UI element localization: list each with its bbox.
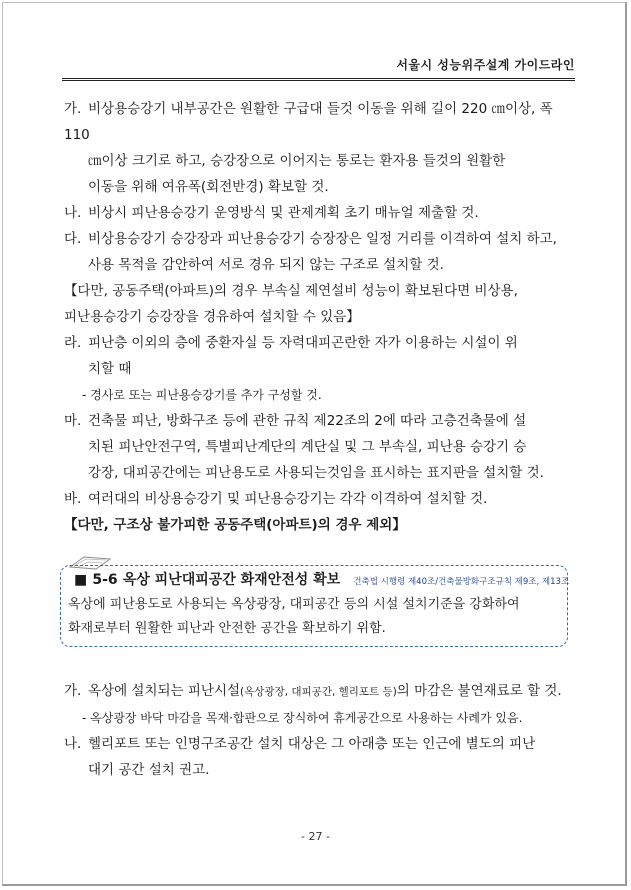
section-legal-reference: 건축법 시행령 제40조/건축물방화구조규칙 제9조, 제13조 bbox=[353, 577, 570, 587]
item-marker: 마. bbox=[64, 413, 82, 429]
list-item-ba bbox=[64, 486, 576, 512]
list-item-na-rooftop bbox=[64, 731, 576, 783]
exception-note: 피난용승강기 승강장을 경유하여 설치할 수 있음】 bbox=[64, 309, 360, 325]
section-heading bbox=[74, 569, 569, 589]
description-line: 화재로부터 원활한 피난과 안전한 공간을 확보하기 위함. bbox=[68, 621, 386, 636]
item-text: 비상시 피난용승강기 운영방식 및 관제계획 초기 매뉴얼 제출할 것. bbox=[88, 205, 479, 221]
item-continuation: 대기 공간 설치 권고. bbox=[88, 762, 210, 778]
requirements-list-top bbox=[64, 96, 576, 538]
item-continuation: 사용 목적을 감안하여 서로 경유 되지 않는 구조로 설치할 것. bbox=[88, 257, 444, 273]
sub-note: - 경사로 또는 피난용승강기를 추가 구성할 것. bbox=[82, 388, 322, 402]
item-marker: 가. bbox=[64, 101, 82, 117]
list-item-ga-rooftop bbox=[64, 678, 576, 705]
item-continuation: ㎝이상 크기로 하고, 승강장으로 이어지는 통로는 환자용 들것의 원활한 bbox=[88, 153, 506, 169]
section-title: 옥상 피난대피공간 화재안전성 확보 bbox=[122, 572, 341, 588]
item-text: 옥상에 설치되는 피난시설 bbox=[88, 683, 241, 699]
item-marker: 나. bbox=[64, 736, 82, 752]
item-marker: 가. bbox=[64, 683, 82, 699]
item-continuation: 치된 피난안전구역, 특별피난계단의 계단실 및 그 부속실, 피난용 승강기 승 bbox=[88, 439, 527, 455]
section-description bbox=[68, 593, 563, 641]
list-item-ma bbox=[64, 408, 576, 486]
page-number: - 27 - bbox=[301, 830, 330, 843]
section-5-6 bbox=[60, 557, 568, 647]
item-text: 의 마감은 불연재료로 할 것. bbox=[396, 683, 562, 699]
list-item-ra bbox=[64, 330, 576, 382]
item-text: 건축물 피난, 방화구조 등에 관한 규칙 제22조의 2에 따라 고층건축물에 설 bbox=[88, 413, 527, 429]
item-text: 비상용승강기 승강장과 피난용승강기 승장장은 일정 거리를 이격하여 설치 하고, bbox=[88, 231, 557, 247]
item-text: 피난층 이외의 층에 중환자실 등 자력대피곤란한 자가 이용하는 시설이 위 bbox=[88, 335, 518, 351]
item-continuation: 강장, 대피공간에는 피난용도로 사용되는것임을 표시하는 표지판을 설치할 것. bbox=[88, 465, 544, 481]
list-item-na bbox=[64, 200, 576, 226]
document-header: 서울시 성능위주설계 가이드라인 bbox=[396, 58, 575, 72]
description-line: 옥상에 피난용도로 사용되는 옥상광장, 대피공간 등의 시설 설치기준을 강화하여 bbox=[68, 597, 520, 612]
list-item-ga bbox=[64, 96, 576, 200]
sub-note: - 옥상광장 바닥 마감을 목재·합판으로 장식하여 휴게공간으로 사용하는 사례가 있음. bbox=[82, 711, 523, 725]
item-continuation: 이동을 위해 여유폭(회전반경) 확보할 것. bbox=[88, 179, 329, 195]
exception-note: 【다만, 구조상 불가피한 공동주택(아파트)의 경우 제외】 bbox=[64, 517, 406, 533]
section-bullet: ■ bbox=[74, 572, 88, 588]
list-item-da bbox=[64, 226, 576, 278]
section-number: 5-6 bbox=[92, 572, 118, 588]
item-text: 여러대의 비상용승강기 및 피난용승강기는 각각 이격하여 설치할 것. bbox=[88, 491, 488, 507]
header-rule bbox=[62, 78, 575, 81]
item-marker: 바. bbox=[64, 491, 82, 507]
item-text-small: (옥상광장, 대피공간, 헬리포트 등) bbox=[240, 686, 397, 698]
item-marker: 나. bbox=[64, 205, 82, 221]
item-text: 비상용승강기 내부공간은 원활한 구급대 들것 이동을 위해 길이 220 ㎝이상, 폭 110 bbox=[64, 101, 553, 143]
exception-note: 【다만, 공동주택(아파트)의 경우 부속실 제연설비 성능이 확보된다면 비상용, bbox=[64, 283, 518, 299]
item-continuation: 치할 때 bbox=[88, 361, 132, 377]
requirements-list-bottom bbox=[64, 678, 576, 783]
item-text: 헬리포트 또는 인명구조공간 설치 대상은 그 아래층 또는 인근에 별도의 피난 bbox=[88, 736, 536, 752]
item-marker: 라. bbox=[64, 335, 82, 351]
item-marker: 다. bbox=[64, 231, 82, 247]
